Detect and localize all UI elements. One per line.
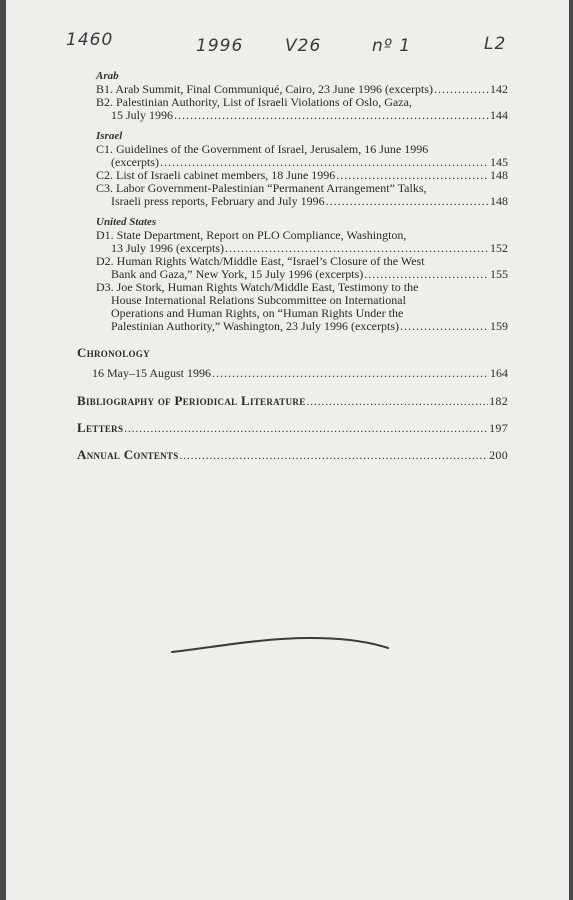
handwritten-number: 1460 bbox=[66, 30, 114, 50]
section-heading-arab: Arab bbox=[96, 70, 119, 82]
leader-dots bbox=[174, 109, 489, 122]
entry-title: C2. List of Israeli cabinet members, 18 June 1996 bbox=[96, 168, 336, 182]
entry-title-cont: Bank and Gaza,” New York, 15 July 1996 (excerpts) bbox=[111, 267, 364, 281]
entry-title: C3. Labor Government-Palestinian “Permanent Arrangement” Talks, bbox=[96, 181, 427, 195]
entry-title-cont: 13 July 1996 (excerpts) bbox=[111, 241, 224, 255]
leader-dots bbox=[212, 366, 489, 381]
leader-dots bbox=[180, 450, 489, 462]
toc-entry-d2 bbox=[96, 255, 508, 281]
page-number: 155 bbox=[490, 267, 508, 281]
page-number: 164 bbox=[490, 366, 508, 380]
entry-title: Letters bbox=[77, 420, 124, 435]
entry-title-cont: Palestinian Authority,” Washington, 23 July 1996 (excerpts) bbox=[111, 319, 399, 333]
entry-title-cont: 15 July 1996 bbox=[111, 108, 174, 122]
leader-dots bbox=[434, 83, 489, 96]
entry-title: D3. Joe Stork, Human Rights Watch/Middle East, Testimony to the bbox=[96, 280, 419, 294]
entry-title: Annual Contents bbox=[77, 447, 179, 462]
page-number: 152 bbox=[490, 241, 508, 255]
toc-entry-bibliography bbox=[77, 393, 508, 407]
leader-dots bbox=[400, 320, 489, 333]
page-edge-right bbox=[569, 0, 573, 900]
page-number: 142 bbox=[490, 82, 508, 96]
toc-entry-c1 bbox=[96, 143, 508, 169]
leader-dots bbox=[326, 195, 489, 208]
page-number: 200 bbox=[489, 448, 508, 462]
toc-entry-chronology bbox=[92, 366, 508, 379]
leader-dots bbox=[124, 423, 488, 435]
leader-dots bbox=[307, 396, 489, 408]
handwritten-volume: V26 bbox=[285, 36, 322, 56]
toc-entry-d1 bbox=[96, 229, 508, 255]
chronology-heading: Chronology bbox=[77, 345, 150, 360]
toc-entry-c3 bbox=[96, 182, 508, 208]
page-edge-left bbox=[0, 0, 6, 900]
entry-title-cont: Operations and Human Rights, on “Human Rights Under the bbox=[111, 306, 404, 320]
page-number: 148 bbox=[490, 194, 508, 208]
handwritten-corner: L2 bbox=[484, 34, 507, 54]
page-number: 148 bbox=[490, 168, 508, 182]
entry-title-cont: (excerpts) bbox=[111, 155, 159, 169]
entry-title-cont: House International Relations Subcommittee on International bbox=[111, 293, 406, 307]
entry-title: 16 May–15 August 1996 bbox=[92, 366, 212, 380]
section-heading-israel: Israel bbox=[96, 130, 123, 142]
toc-entry-annual-contents bbox=[77, 447, 508, 461]
handwritten-year: 1996 bbox=[196, 36, 244, 56]
entry-title: C1. Guidelines of the Government of Israel, Jerusalem, 16 June 1996 bbox=[96, 142, 429, 156]
toc-entry-d3 bbox=[96, 281, 508, 333]
page-number: 197 bbox=[489, 421, 508, 435]
pen-stroke-mark bbox=[170, 630, 395, 660]
page-number: 159 bbox=[490, 319, 508, 333]
handwritten-issue: nº 1 bbox=[372, 36, 412, 56]
entry-title: D1. State Department, Report on PLO Compliance, Washington, bbox=[96, 228, 407, 242]
entry-title: D2. Human Rights Watch/Middle East, “Israel’s Closure of the West bbox=[96, 254, 425, 268]
entry-title-cont: Israeli press reports, February and July 1996 bbox=[111, 194, 325, 208]
section-heading-chronology bbox=[77, 345, 508, 361]
toc-entry-letters bbox=[77, 420, 508, 434]
entry-title: B1. Arab Summit, Final Communiqué, Cairo, 23 June 1996 (excerpts) bbox=[96, 82, 433, 96]
page-number: 182 bbox=[489, 394, 508, 408]
section-heading-united-states: United States bbox=[96, 216, 157, 228]
page-number: 145 bbox=[490, 155, 508, 169]
entry-title: B2. Palestinian Authority, List of Israeli Violations of Oslo, Gaza, bbox=[96, 95, 412, 109]
entry-title: Bibliography of Periodical Literature bbox=[77, 393, 306, 408]
page-number: 144 bbox=[490, 108, 508, 122]
toc-entry-b2 bbox=[96, 96, 508, 122]
